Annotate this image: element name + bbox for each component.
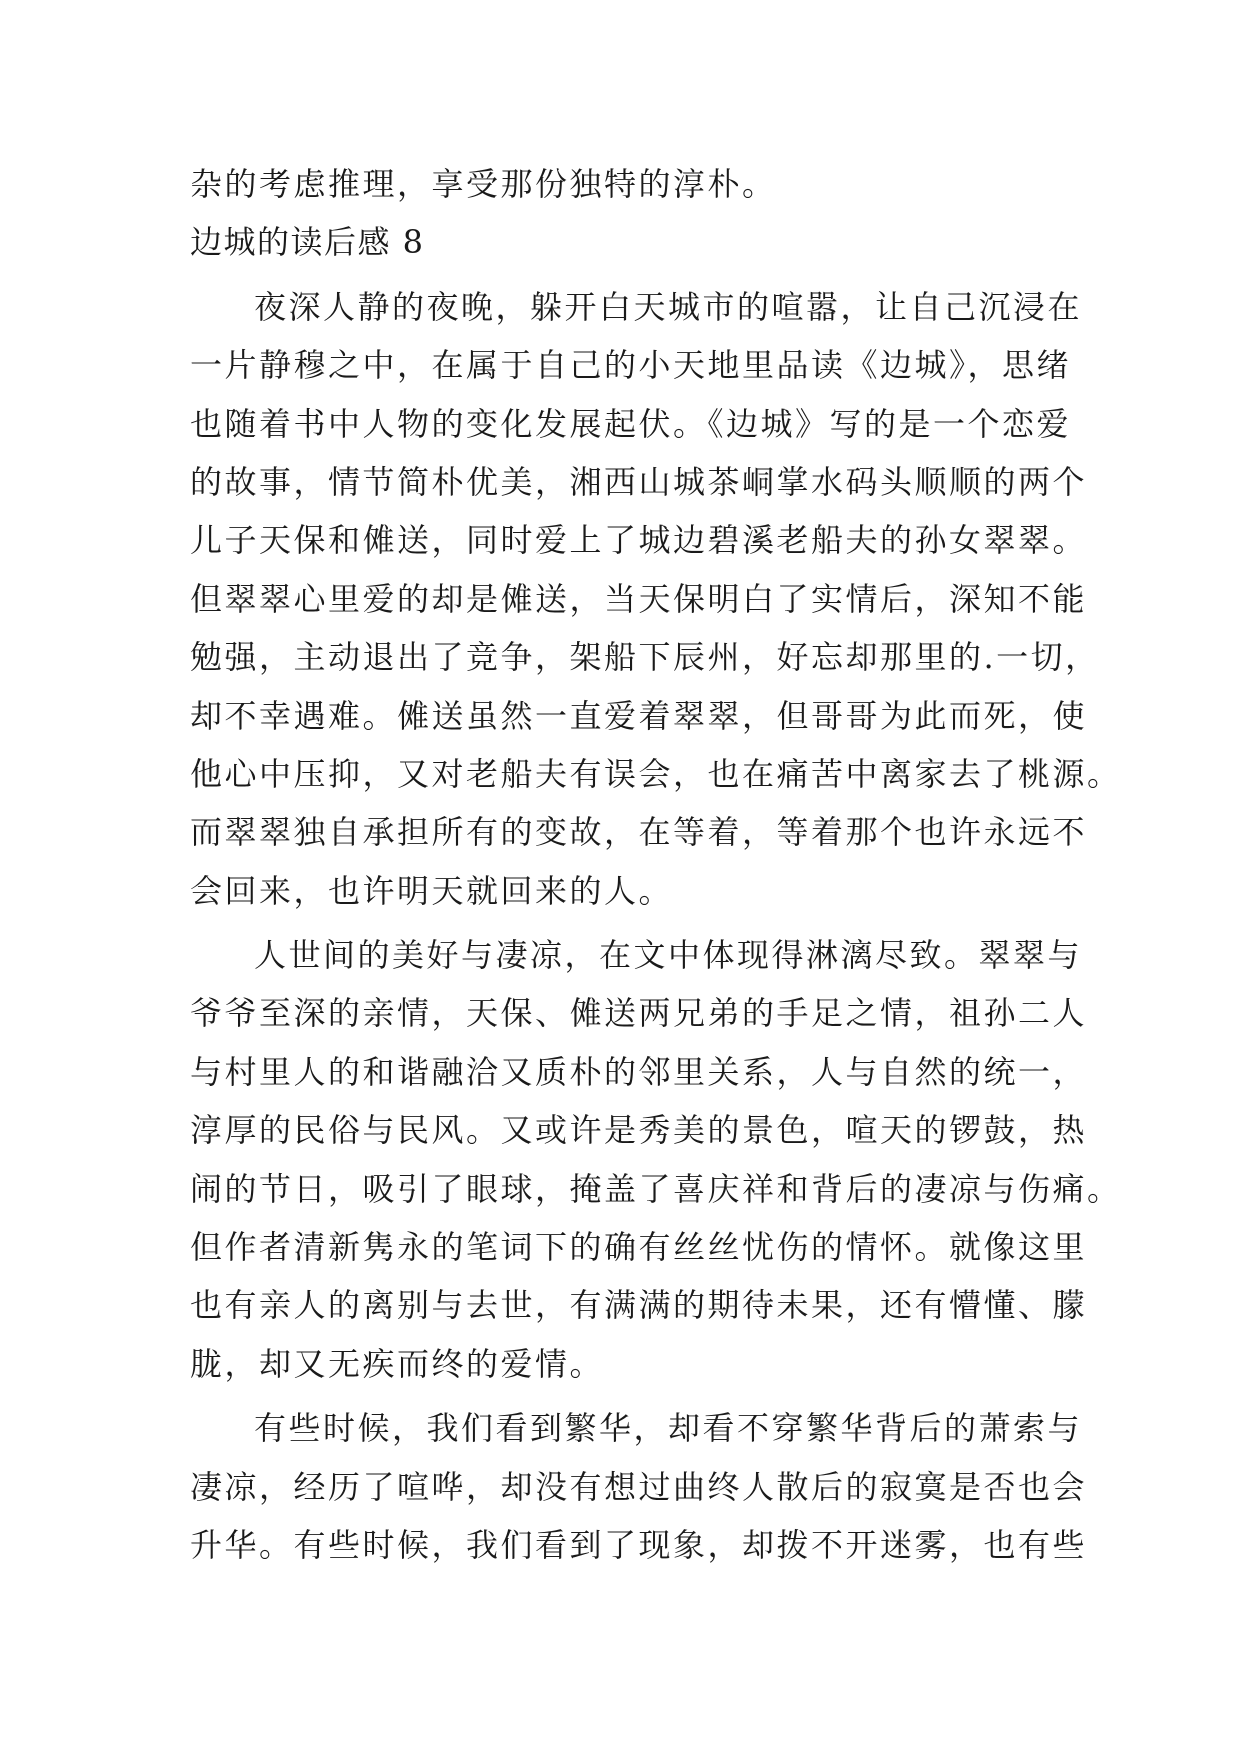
paragraph-line: 却不幸遇难。傩送虽然一直爱着翠翠，但哥哥为此而死，使 — [190, 696, 1088, 735]
paragraph-line: 一片静穆之中，在属于自己的小天地里品读《边城》，思绪 — [190, 346, 1072, 385]
paragraph-line: 凄凉，经历了喧哗，却没有想过曲终人散后的寂寞是否也会 — [190, 1467, 1088, 1506]
paragraph-3 — [190, 1399, 1088, 1574]
paragraph-line: 会回来，也许明天就回来的人。 — [190, 871, 674, 910]
paragraph-line: 闹的节日，吸引了眼球，掩盖了喜庆祥和背后的凄凉与伤痛。 — [190, 1169, 1122, 1208]
paragraph-line: 人世间的美好与凄凉，在文中体现得淋漓尽致。翠翠与 — [254, 936, 1083, 975]
paragraph-line: 有些时候，我们看到繁华，却看不穿繁华背后的萧索与 — [254, 1409, 1083, 1448]
paragraph-2 — [190, 926, 1122, 1393]
paragraph-line: 升华。有些时候，我们看到了现象，却拨不开迷雾，也有些 — [190, 1525, 1088, 1564]
paragraph-line: 勉强，主动退出了竞争，架船下辰州，好忘却那里的.一切， — [190, 638, 1100, 677]
paragraph-line: 儿子天保和傩送，同时爱上了城边碧溪老船夫的孙女翠翠。 — [190, 521, 1088, 560]
paragraph-line: 但翠翠心里爱的却是傩送，当天保明白了实情后，深知不能 — [190, 579, 1088, 618]
paragraph-1 — [190, 278, 1122, 920]
paragraph-line: 他心中压抑，又对老船夫有误会，也在痛苦中离家去了桃源。 — [190, 754, 1122, 793]
section-heading: 边城的读后感 8 — [190, 223, 425, 262]
paragraph-line: 但作者清新隽永的笔词下的确有丝丝忧伤的情怀。就像这里 — [190, 1228, 1088, 1267]
paragraph-line: 也随着书中人物的变化发展起伏。《边城》写的是一个恋爱 — [190, 404, 1072, 443]
document-body — [190, 155, 1122, 1574]
paragraph-line: 的故事，情节简朴优美，湘西山城茶峒掌水码头顺顺的两个 — [190, 462, 1088, 501]
paragraph-line: 胧，却又无疾而终的爱情。 — [190, 1344, 605, 1383]
continuation-line: 杂的考虑推理，享受那份独特的淳朴。 — [190, 165, 777, 203]
paragraph-line: 夜深人静的夜晚，躲开白天城市的喧嚣，让自己沉浸在 — [254, 287, 1083, 326]
paragraph-line: 爷爷至深的亲情，天保、傩送两兄弟的手足之情，祖孙二人 — [190, 994, 1088, 1033]
paragraph-line: 也有亲人的离别与去世，有满满的期待未果，还有懵懂、朦 — [190, 1286, 1088, 1325]
paragraph-line: 而翠翠独自承担所有的变故，在等着，等着那个也许永远不 — [190, 813, 1088, 852]
paragraph-line: 淳厚的民俗与民风。又或许是秀美的景色，喧天的锣鼓，热 — [190, 1111, 1088, 1150]
paragraph-line: 与村里人的和谐融洽又质朴的邻里关系，人与自然的统一， — [190, 1052, 1088, 1091]
